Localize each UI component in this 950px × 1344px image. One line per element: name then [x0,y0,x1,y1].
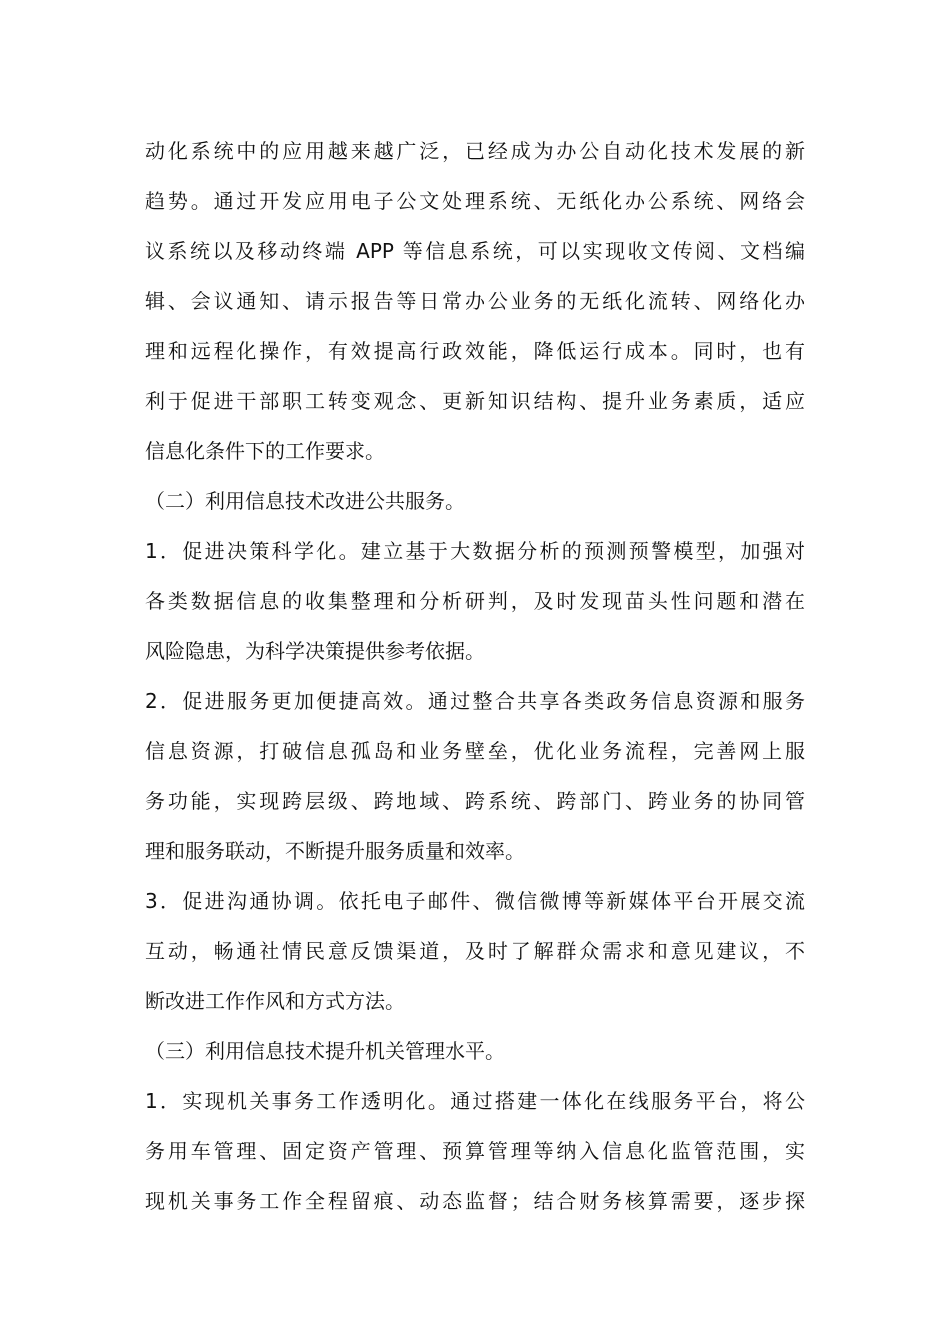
text-line-3: 议系统以及移动终端 APP 等信息系统，可以实现收文传阅、文档编 [145,239,805,263]
text-line-16: 3．促进沟通协调。依托电子邮件、微信微博等新媒体平台开展交流 [145,889,805,913]
text-line-21: 务用车管理、固定资产管理、预算管理等纳入信息化监管范围，实 [145,1139,805,1163]
section-heading-2: （二）利用信息技术改进公共服务。 [145,489,465,513]
text-line-9: 1．促进决策科学化。建立基于大数据分析的预测预警模型，加强对 [145,539,805,563]
text-line-11: 风险隐患，为科学决策提供参考依据。 [145,639,485,663]
text-line-1: 动化系统中的应用越来越广泛，已经成为办公自动化技术发展的新 [145,139,805,163]
text-line-14: 务功能，实现跨层级、跨地域、跨系统、跨部门、跨业务的协同管 [145,789,805,813]
text-line-18: 断改进工作作风和方式方法。 [145,989,405,1013]
text-line-5: 理和远程化操作，有效提高行政效能，降低运行成本。同时，也有 [145,339,805,363]
text-line-20: 1．实现机关事务工作透明化。通过搭建一体化在线服务平台，将公 [145,1089,805,1113]
text-line-13: 信息资源，打破信息孤岛和业务壁垒，优化业务流程，完善网上服 [145,739,805,763]
text-line-15: 理和服务联动，不断提升服务质量和效率。 [145,839,525,863]
text-line-17: 互动，畅通社情民意反馈渠道，及时了解群众需求和意见建议，不 [145,939,805,963]
section-heading-3: （三）利用信息技术提升机关管理水平。 [145,1039,505,1063]
text-line-2: 趋势。通过开发应用电子公文处理系统、无纸化办公系统、网络会 [145,189,805,213]
text-line-4: 辑、会议通知、请示报告等日常办公业务的无纸化流转、网络化办 [145,289,805,313]
text-line-10: 各类数据信息的收集整理和分析研判，及时发现苗头性问题和潜在 [145,589,805,613]
text-line-7: 信息化条件下的工作要求。 [145,439,385,463]
text-line-6: 利于促进干部职工转变观念、更新知识结构、提升业务素质，适应 [145,389,805,413]
text-line-12: 2．促进服务更加便捷高效。通过整合共享各类政务信息资源和服务 [145,689,805,713]
text-line-22: 现机关事务工作全程留痕、动态监督；结合财务核算需要，逐步探 [145,1189,805,1213]
